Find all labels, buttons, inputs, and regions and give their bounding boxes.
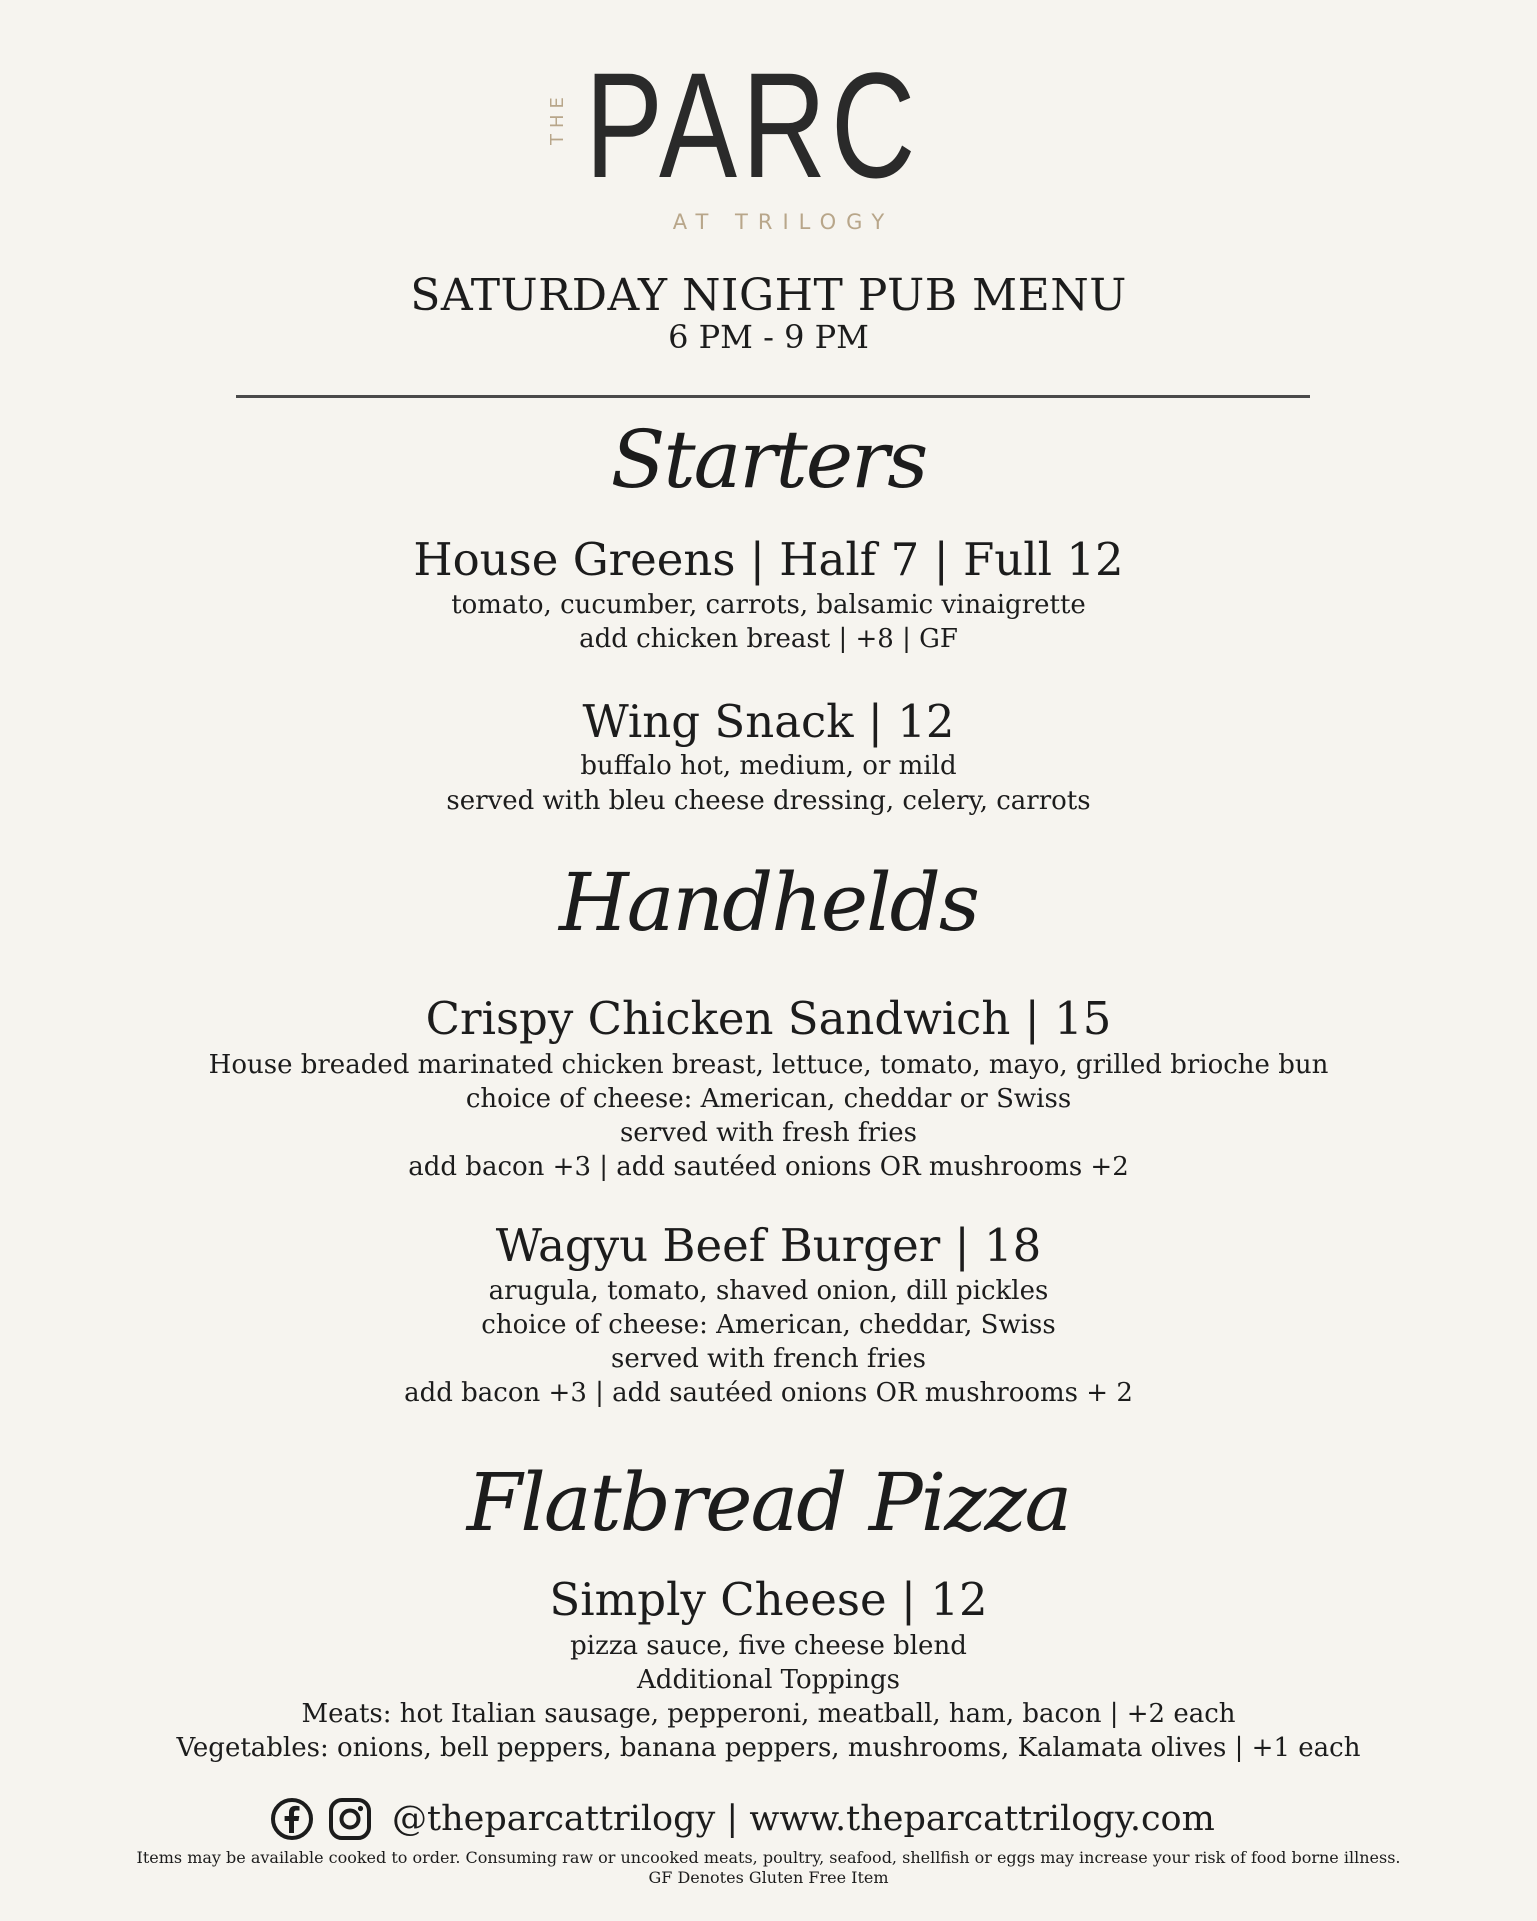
gf-note: GF Denotes Gluten Free Item xyxy=(648,1868,889,1887)
logo-name: PARC xyxy=(585,41,921,209)
item-description: tomato, cucumber, carrots, balsamic vinaigrette xyxy=(451,590,1086,620)
item-description: pizza sauce, five cheese blend xyxy=(570,1631,967,1661)
item-name: Wing Snack | 12 xyxy=(582,695,955,748)
item-description: arugula, tomato, shaved onion, dill pickles xyxy=(488,1276,1049,1306)
item-name: Crispy Chicken Sandwich | 15 xyxy=(425,992,1112,1045)
item-description: Vegetables: onions, bell peppers, banana peppers, mushrooms, Kalamata olives | +1 each xyxy=(176,1733,1361,1763)
item-description: Meats: hot Italian sausage, pepperoni, meatball, ham, bacon | +2 each xyxy=(301,1699,1236,1729)
menu-title: SATURDAY NIGHT PUB MENU xyxy=(410,270,1127,321)
disclaimer: Items may be available cooked to order. Consuming raw or uncooked meats, poultry, seafood, shellfish or eggs may increase your risk of food borne illness. xyxy=(136,1848,1401,1867)
section-title-handhelds: Handhelds xyxy=(559,856,978,949)
social-links[interactable]: @theparcattrilogy | www.theparcattrilogy.com xyxy=(392,1799,1215,1839)
item-description: choice of cheese: American, cheddar, Swiss xyxy=(481,1310,1056,1340)
item-name: Wagyu Beef Burger | 18 xyxy=(495,1219,1042,1272)
item-description: add bacon +3 | add sautéed onions OR mushrooms +2 xyxy=(408,1152,1129,1182)
item-name: House Greens | Half 7 | Full 12 xyxy=(413,533,1124,586)
item-description: add bacon +3 | add sautéed onions OR mushrooms + 2 xyxy=(404,1378,1133,1408)
instagram-icon[interactable] xyxy=(328,1797,372,1841)
logo xyxy=(0,41,1537,240)
item-description: served with french fries xyxy=(610,1344,927,1374)
social-row xyxy=(270,1794,1215,1844)
logo-the: THE xyxy=(547,91,568,145)
divider xyxy=(236,395,1310,398)
item-description: House breaded marinated chicken breast, lettuce, tomato, mayo, grilled brioche bun xyxy=(208,1050,1329,1080)
menu-hours: 6 PM - 9 PM xyxy=(668,318,869,356)
item-description: served with fresh fries xyxy=(619,1118,918,1148)
facebook-icon[interactable] xyxy=(270,1797,314,1841)
section-title-flatbread-pizza: Flatbread Pizza xyxy=(466,1456,1071,1549)
item-description: Additional Toppings xyxy=(637,1665,900,1695)
section-title-starters: Starters xyxy=(610,413,927,506)
logo-subtitle: AT TRILOGY xyxy=(672,210,895,234)
item-description: add chicken breast | +8 | GF xyxy=(579,624,958,654)
item-description: buffalo hot, medium, or mild xyxy=(580,751,957,781)
item-description: served with bleu cheese dressing, celery, carrots xyxy=(446,786,1091,816)
item-description: choice of cheese: American, cheddar or Swiss xyxy=(465,1084,1072,1114)
item-name: Simply Cheese | 12 xyxy=(549,1573,988,1626)
